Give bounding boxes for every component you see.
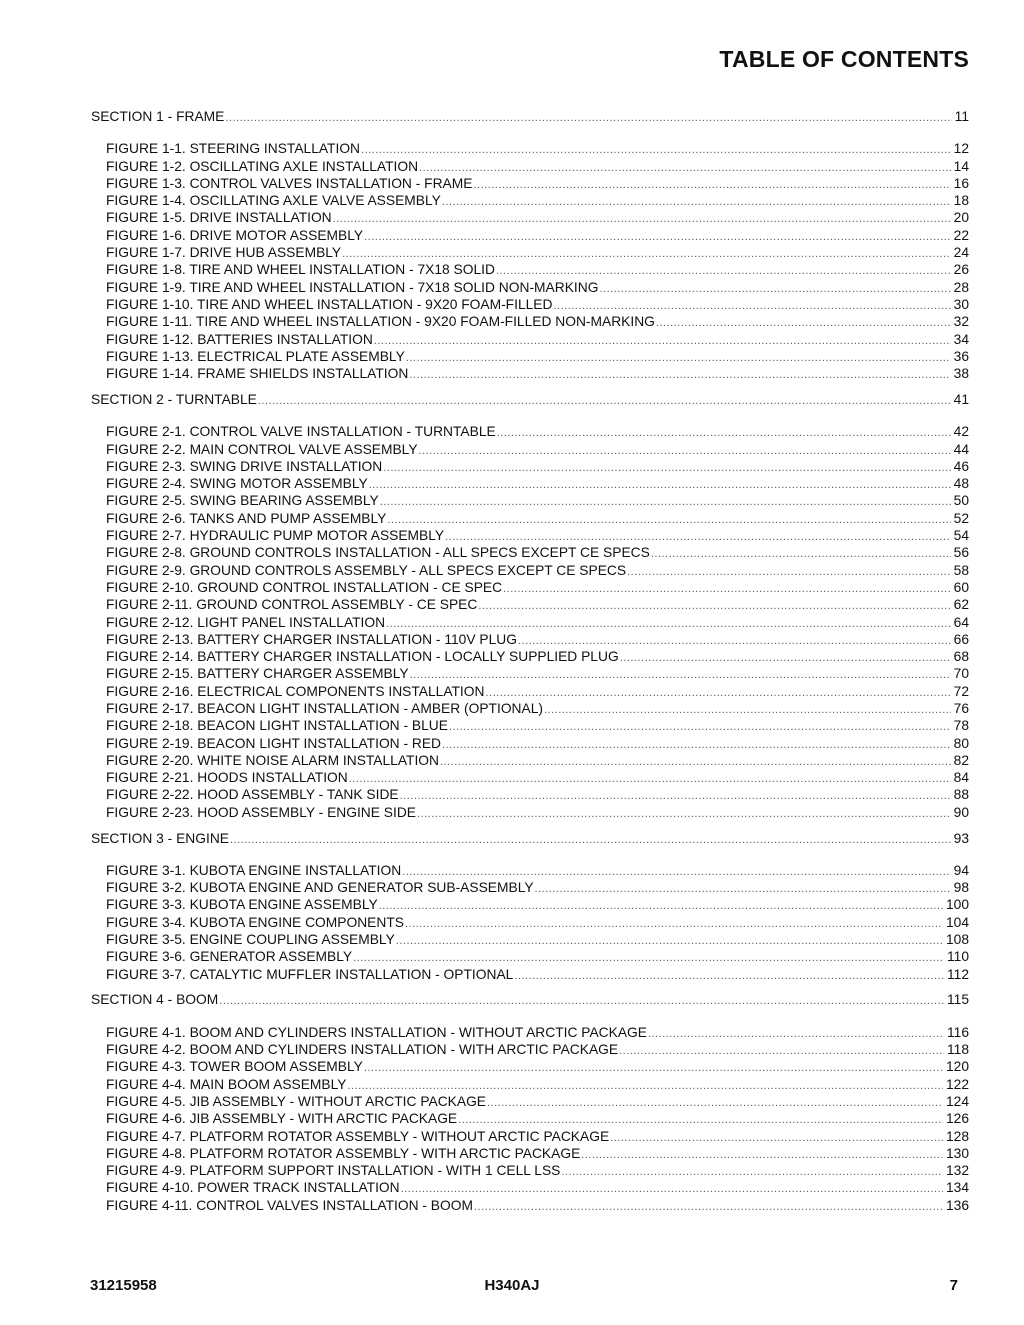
entry-label: FIGURE 1-8. TIRE AND WHEEL INSTALLATION - 7X18 SOLID [106,262,495,278]
figure-entry[interactable] [91,510,969,527]
entry-label: FIGURE 2-13. BATTERY CHARGER INSTALLATION - 110V PLUG [106,631,517,647]
figure-entry[interactable] [91,804,969,821]
figure-entry[interactable] [91,717,969,734]
entry-page-number: 52 [953,510,969,526]
dot-leader [440,754,951,771]
entry-page-number: 110 [947,949,969,965]
entry-page-number: 136 [945,1197,969,1213]
entry-page-number: 130 [945,1145,969,1161]
entry-label: FIGURE 1-7. DRIVE HUB ASSEMBLY [106,245,342,261]
figure-entry[interactable] [91,331,969,348]
dot-leader [400,788,951,805]
entry-page-number: 42 [953,424,969,440]
dot-leader [258,393,951,410]
entry-page-number: 18 [953,193,969,209]
entry-page-number: 34 [953,331,969,347]
entry-page-number: 44 [953,441,969,457]
dot-leader [230,832,951,849]
entry-label: FIGURE 3-4. KUBOTA ENGINE COMPONENTS [106,914,404,930]
entry-page-number: 11 [954,109,969,124]
dot-leader [544,702,951,719]
entry-label: FIGURE 1-10. TIRE AND WHEEL INSTALLATION - 9X20 FOAM-FILLED [106,296,553,312]
entry-page-number: 84 [953,770,969,786]
entry-page-number: 26 [953,262,969,278]
entry-page-number: 126 [945,1111,969,1127]
dot-leader [656,315,951,332]
entry-label: FIGURE 1-2. OSCILLATING AXLE INSTALLATION [106,158,419,174]
figure-entry[interactable] [91,700,969,717]
entry-label: FIGURE 1-1. STEERING INSTALLATION [106,141,361,157]
figure-entry[interactable] [91,966,969,983]
dot-leader [497,425,951,442]
section-entry[interactable] [91,108,969,125]
entry-page-number: 30 [953,296,969,312]
entry-page-number: 28 [953,279,969,295]
figure-entry[interactable] [91,879,969,896]
entry-label: FIGURE 4-11. CONTROL VALVES INSTALLATION - BOOM [106,1197,473,1213]
entry-label: FIGURE 2-23. HOOD ASSEMBLY - ENGINE SIDE [106,804,416,820]
figure-entry[interactable] [91,562,969,579]
dot-leader [374,333,951,350]
footer-doc-number: 31215958 [90,1277,157,1294]
figure-entry[interactable] [91,175,969,192]
entry-page-number: 41 [953,391,969,407]
entry-label: FIGURE 2-4. SWING MOTOR ASSEMBLY [106,476,368,492]
dot-leader [473,177,950,194]
page-title: TABLE OF CONTENTS [719,46,969,72]
dot-leader [380,494,951,511]
figure-entry[interactable] [91,631,969,648]
entry-page-number: 76 [953,701,969,716]
entry-page-number: 118 [947,1042,969,1058]
dot-leader [225,110,951,127]
entry-label: FIGURE 3-2. KUBOTA ENGINE AND GENERATOR SUB-ASSEMBLY [106,880,534,896]
entry-label: FIGURE 4-9. PLATFORM SUPPORT INSTALLATION - WITH 1 CELL LSS [106,1163,561,1179]
figure-entry[interactable] [91,423,969,440]
dot-leader [401,1181,943,1198]
figure-entry[interactable] [91,261,969,278]
dot-leader [442,737,951,754]
entry-page-number: 20 [953,210,969,226]
entry-page-number: 16 [953,175,969,191]
dot-leader [409,367,950,384]
figure-entry[interactable] [91,1145,969,1162]
figure-entry[interactable] [91,596,969,613]
entry-label: FIGURE 4-10. POWER TRACK INSTALLATION [106,1180,400,1196]
entry-label: FIGURE 4-8. PLATFORM ROTATOR ASSEMBLY - WITH ARCTIC PACKAGE [106,1145,581,1161]
entry-page-number: 50 [953,493,969,509]
entry-page-number: 58 [953,562,969,578]
dot-leader [419,160,951,177]
entry-label: SECTION 1 - FRAME [91,109,225,124]
dot-leader [406,350,951,367]
figure-entry[interactable] [91,527,969,544]
entry-label: FIGURE 2-18. BEACON LIGHT INSTALLATION - BLUE [106,718,448,734]
dot-leader [449,719,951,736]
figure-entry[interactable] [91,475,969,492]
entry-page-number: 132 [945,1163,969,1179]
entry-label: FIGURE 2-19. BEACON LIGHT INSTALLATION - RED [106,735,442,751]
entry-page-number: 100 [945,897,969,913]
figure-entry[interactable] [91,683,969,700]
entry-page-number: 64 [953,614,969,630]
entry-page-number: 56 [953,545,969,561]
dot-leader [405,916,943,933]
entry-page-number: 90 [953,804,969,820]
entry-label: FIGURE 2-21. HOODS INSTALLATION [106,770,348,786]
section-entry[interactable] [91,391,969,408]
entry-page-number: 14 [953,158,969,174]
entry-page-number: 80 [953,735,969,751]
entry-page-number: 36 [953,348,969,364]
entry-label: FIGURE 2-14. BATTERY CHARGER INSTALLATION - LOCALLY SUPPLIED PLUG [106,649,619,665]
dot-leader [333,211,951,228]
entry-page-number: 22 [953,227,969,243]
entry-label: FIGURE 2-3. SWING DRIVE INSTALLATION [106,458,383,474]
section-entry[interactable] [91,830,969,847]
entry-label: FIGURE 2-6. TANKS AND PUMP ASSEMBLY [106,510,387,526]
entry-page-number: 128 [945,1128,969,1144]
figure-entry[interactable] [91,665,969,682]
figure-entry[interactable] [91,1162,969,1179]
figure-entry[interactable] [91,1058,969,1075]
entry-label: FIGURE 3-6. GENERATOR ASSEMBLY [106,949,353,965]
entry-page-number: 88 [953,787,969,803]
dot-leader [219,993,944,1010]
dot-leader [619,1043,944,1060]
figure-entry[interactable] [91,158,969,175]
figure-entry[interactable] [91,1076,969,1093]
dot-leader [514,968,944,985]
entry-label: SECTION 3 - ENGINE [91,830,229,846]
dot-leader [410,667,951,684]
dot-leader [561,1164,943,1181]
entry-page-number: 48 [953,476,969,492]
dot-leader [364,229,951,246]
table-of-contents [91,108,969,1223]
dot-leader [478,598,950,615]
entry-label: FIGURE 2-17. BEACON LIGHT INSTALLATION - AMBER (OPTIONAL) [106,701,543,716]
figure-entry[interactable] [91,244,969,261]
dot-leader [648,1026,944,1043]
entry-label: FIGURE 1-14. FRAME SHIELDS INSTALLATION [106,366,409,382]
entry-label: FIGURE 1-4. OSCILLATING AXLE VALVE ASSEMBLY [106,193,441,209]
entry-page-number: 93 [953,830,969,846]
dot-leader [651,546,951,563]
entry-label: FIGURE 2-20. WHITE NOISE ALARM INSTALLATION [106,752,439,768]
entry-page-number: 104 [945,914,969,930]
figure-entry[interactable] [91,1128,969,1145]
entry-page-number: 62 [953,597,969,613]
entry-label: FIGURE 1-5. DRIVE INSTALLATION [106,210,332,226]
dot-leader [581,1147,943,1164]
entry-page-number: 24 [953,245,969,261]
entry-label: FIGURE 4-7. PLATFORM ROTATOR ASSEMBLY - WITHOUT ARCTIC PACKAGE [106,1128,610,1144]
entry-page-number: 66 [953,631,969,647]
figure-entry[interactable] [91,227,969,244]
entry-label: SECTION 4 - BOOM [91,992,219,1008]
entry-page-number: 54 [953,528,969,544]
entry-label: FIGURE 1-3. CONTROL VALVES INSTALLATION - FRAME [106,175,473,191]
entry-page-number: 46 [953,458,969,474]
dot-leader [419,443,951,460]
entry-label: FIGURE 1-13. ELECTRICAL PLATE ASSEMBLY [106,348,405,364]
dot-leader [379,898,943,915]
entry-page-number: 94 [953,862,969,878]
figure-entry[interactable] [91,579,969,596]
dot-leader [442,194,951,211]
entry-page-number: 72 [953,683,969,699]
figure-entry[interactable] [91,458,969,475]
dot-leader [361,142,951,159]
entry-page-number: 122 [945,1076,969,1092]
entry-label: FIGURE 3-7. CATALYTIC MUFFLER INSTALLATION - OPTIONAL [106,966,514,982]
figure-entry[interactable] [91,769,969,786]
figure-entry[interactable] [91,914,969,931]
entry-label: FIGURE 2-15. BATTERY CHARGER ASSEMBLY [106,666,409,682]
figure-entry[interactable] [91,1110,969,1127]
entry-label: FIGURE 1-9. TIRE AND WHEEL INSTALLATION - 7X18 SOLID NON-MARKING [106,279,599,295]
entry-label: FIGURE 2-11. GROUND CONTROL ASSEMBLY - CE SPEC [106,597,478,613]
dot-leader [620,650,951,667]
figure-entry[interactable] [91,544,969,561]
entry-label: FIGURE 1-6. DRIVE MOTOR ASSEMBLY [106,227,364,243]
entry-page-number: 134 [945,1180,969,1196]
figure-entry[interactable] [91,862,969,879]
entry-label: FIGURE 2-7. HYDRAULIC PUMP MOTOR ASSEMBLY [106,528,445,544]
entry-page-number: 82 [953,752,969,768]
dot-leader [364,1060,943,1077]
entry-label: FIGURE 3-3. KUBOTA ENGINE ASSEMBLY [106,897,378,913]
entry-label: FIGURE 3-1. KUBOTA ENGINE INSTALLATION [106,862,402,878]
dot-leader [599,281,950,298]
figure-entry[interactable] [91,931,969,948]
figure-entry[interactable] [91,192,969,209]
entry-label: FIGURE 2-2. MAIN CONTROL VALVE ASSEMBLY [106,441,418,457]
entry-page-number: 124 [945,1093,969,1109]
toc-section [91,108,969,382]
dot-leader [627,564,951,581]
figure-entry[interactable] [91,279,969,296]
entry-page-number: 78 [953,718,969,734]
figure-entry[interactable] [91,365,969,382]
dot-leader [417,806,951,823]
dot-leader [396,933,943,950]
entry-label: FIGURE 2-12. LIGHT PANEL INSTALLATION [106,614,386,630]
entry-label: FIGURE 4-5. JIB ASSEMBLY - WITHOUT ARCTIC PACKAGE [106,1093,486,1109]
dot-leader [383,460,950,477]
entry-label: FIGURE 4-1. BOOM AND CYLINDERS INSTALLATION - WITHOUT ARCTIC PACKAGE [106,1024,647,1040]
entry-page-number: 32 [953,314,969,330]
entry-page-number: 116 [947,1024,969,1040]
figure-entry[interactable] [91,896,969,913]
figure-entry[interactable] [91,1041,969,1058]
dot-leader [503,581,951,598]
figure-entry[interactable] [91,348,969,365]
figure-entry[interactable] [91,492,969,509]
entry-label: FIGURE 3-5. ENGINE COUPLING ASSEMBLY [106,932,395,948]
entry-label: FIGURE 2-16. ELECTRICAL COMPONENTS INSTALLATION [106,683,485,699]
figure-entry[interactable] [91,786,969,803]
toc-section [91,991,969,1214]
entry-page-number: 70 [953,666,969,682]
entry-label: SECTION 2 - TURNTABLE [91,391,257,407]
figure-entry[interactable] [91,752,969,769]
entry-label: FIGURE 2-1. CONTROL VALVE INSTALLATION - TURNTABLE [106,424,496,440]
dot-leader [610,1130,943,1147]
entry-label: FIGURE 4-6. JIB ASSEMBLY - WITH ARCTIC PACKAGE [106,1111,458,1127]
dot-leader [369,477,951,494]
dot-leader [349,771,951,788]
figure-entry[interactable] [91,648,969,665]
figure-entry[interactable] [91,209,969,226]
entry-label: FIGURE 4-3. TOWER BOOM ASSEMBLY [106,1059,363,1075]
entry-page-number: 120 [945,1059,969,1075]
footer-model: H340AJ [484,1277,540,1294]
entry-page-number: 108 [945,932,969,948]
dot-leader [535,881,951,898]
entry-page-number: 112 [947,966,969,982]
toc-section [91,391,969,821]
figure-entry[interactable] [91,614,969,631]
figure-entry[interactable] [91,296,969,313]
entry-page-number: 60 [953,579,969,595]
figure-entry[interactable] [91,441,969,458]
figure-entry[interactable] [91,948,969,965]
entry-label: FIGURE 2-5. SWING BEARING ASSEMBLY [106,493,379,509]
dot-leader [474,1199,943,1216]
figure-entry[interactable] [91,1024,969,1041]
entry-label: FIGURE 4-2. BOOM AND CYLINDERS INSTALLATION - WITH ARCTIC PACKAGE [106,1042,619,1058]
footer-page-number: 7 [949,1277,958,1294]
dot-leader [485,685,950,702]
entry-page-number: 38 [953,366,969,382]
section-entry[interactable] [91,991,969,1008]
figure-entry[interactable] [91,1197,969,1214]
entry-page-number: 115 [947,992,969,1008]
entry-label: FIGURE 4-4. MAIN BOOM ASSEMBLY [106,1076,347,1092]
entry-label: FIGURE 1-12. BATTERIES INSTALLATION [106,331,373,347]
figure-entry[interactable] [91,140,969,157]
entry-label: FIGURE 1-11. TIRE AND WHEEL INSTALLATION - 9X20 FOAM-FILLED NON-MARKING [106,314,655,330]
entry-label: FIGURE 2-22. HOOD ASSEMBLY - TANK SIDE [106,787,399,803]
toc-section [91,830,969,983]
figure-entry[interactable] [91,735,969,752]
entry-label: FIGURE 2-9. GROUND CONTROLS ASSEMBLY - ALL SPECS EXCEPT CE SPECS [106,562,627,578]
figure-entry[interactable] [91,313,969,330]
dot-leader [487,1095,943,1112]
entry-page-number: 12 [953,141,969,157]
figure-entry[interactable] [91,1093,969,1110]
figure-entry[interactable] [91,1179,969,1196]
dot-leader [387,512,950,529]
entry-label: FIGURE 2-10. GROUND CONTROL INSTALLATION - CE SPEC [106,579,503,595]
entry-page-number: 68 [953,649,969,665]
entry-page-number: 98 [953,880,969,896]
entry-label: FIGURE 2-8. GROUND CONTROLS INSTALLATION - ALL SPECS EXCEPT CE SPECS [106,545,650,561]
